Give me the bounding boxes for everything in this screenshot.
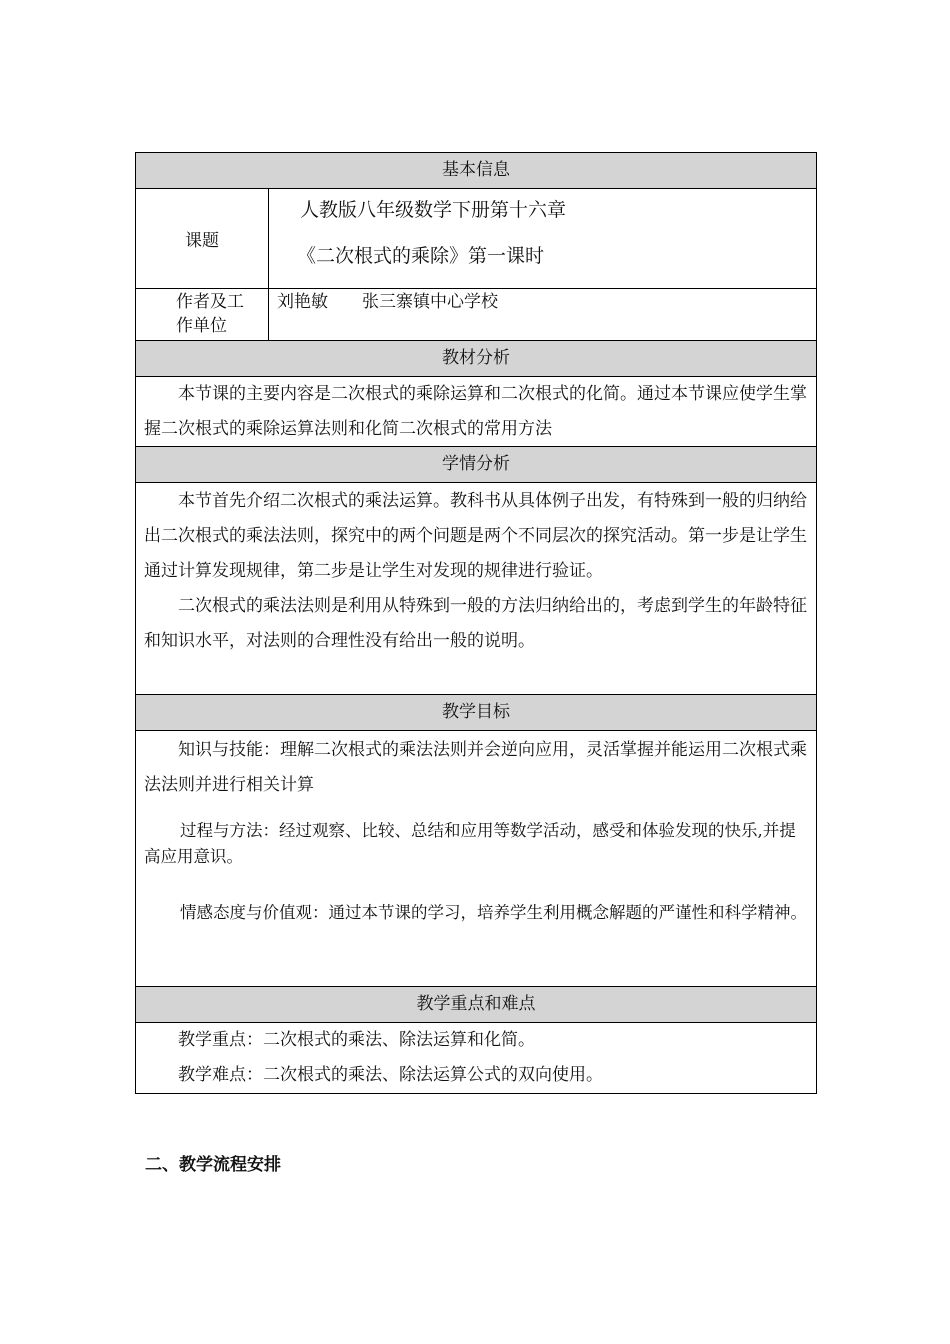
- teaching-goals-header: 教学目标: [136, 695, 816, 731]
- goal-process: 过程与方法：经过观察、比较、总结和应用等数学活动，感受和体验发现的快乐,并提高应用意识。: [144, 821, 796, 866]
- material-analysis-body: [136, 377, 816, 447]
- author-row: [136, 289, 816, 341]
- student-analysis-body: [136, 483, 816, 695]
- teaching-goals-body: [136, 731, 816, 987]
- author-label: [136, 289, 269, 340]
- lesson-info-table: [135, 152, 817, 1094]
- topic-line-1: 人教版八年级数学下册第十六章: [300, 199, 567, 221]
- topic-line-2: 《二次根式的乘除》第一课时: [297, 245, 545, 267]
- key-points-header: 教学重点和难点: [136, 987, 816, 1023]
- author-value: [269, 289, 816, 340]
- student-analysis-paragraph-2: 二次根式的乘法法则是利用从特殊到一般的方法归纳给出的，考虑到学生的年龄特征和知识水平，对法则的合理性没有给出一般的说明。: [144, 596, 807, 651]
- difficulty-point: 教学难点：二次根式的乘法、除法运算公式的双向使用。: [178, 1065, 603, 1085]
- author-label-line2: 作单位: [176, 316, 227, 336]
- student-analysis-header: 学情分析: [136, 447, 816, 483]
- key-points-body: [136, 1023, 816, 1093]
- topic-row: [136, 189, 816, 289]
- author-unit: 张三寨镇中心学校: [362, 292, 498, 312]
- section-two-heading: 二、教学流程安排: [145, 1155, 281, 1175]
- author-name: 刘艳敏: [277, 292, 328, 312]
- material-analysis-text: 本节课的主要内容是二次根式的乘除运算和二次根式的化简。通过本节课应使学生掌握二次根式的乘除运算法则和化简二次根式的常用方法: [144, 384, 807, 439]
- basic-info-header: 基本信息: [136, 153, 816, 189]
- key-point: 教学重点：二次根式的乘法、除法运算和化简。: [178, 1030, 535, 1050]
- goal-emotion: 情感态度与价值观：通过本节课的学习，培养学生利用概念解题的严谨性和科学精神。: [180, 903, 807, 922]
- goal-knowledge: 知识与技能：理解二次根式的乘法法则并会逆向应用，灵活掌握并能运用二次根式乘法法则并进行相关计算: [144, 740, 807, 795]
- author-label-line1: 作者及工: [176, 292, 244, 312]
- topic-label: 课题: [136, 189, 269, 288]
- material-analysis-header: 教材分析: [136, 341, 816, 377]
- student-analysis-paragraph-1: 本节首先介绍二次根式的乘法运算。教科书从具体例子出发，有特殊到一般的归纳给出二次根式的乘法法则，探究中的两个问题是两个不同层次的探究活动。第一步是让学生通过计算发现规律，第二步是让学生对发现的规律进行验证。: [144, 491, 807, 581]
- topic-value: [269, 189, 816, 288]
